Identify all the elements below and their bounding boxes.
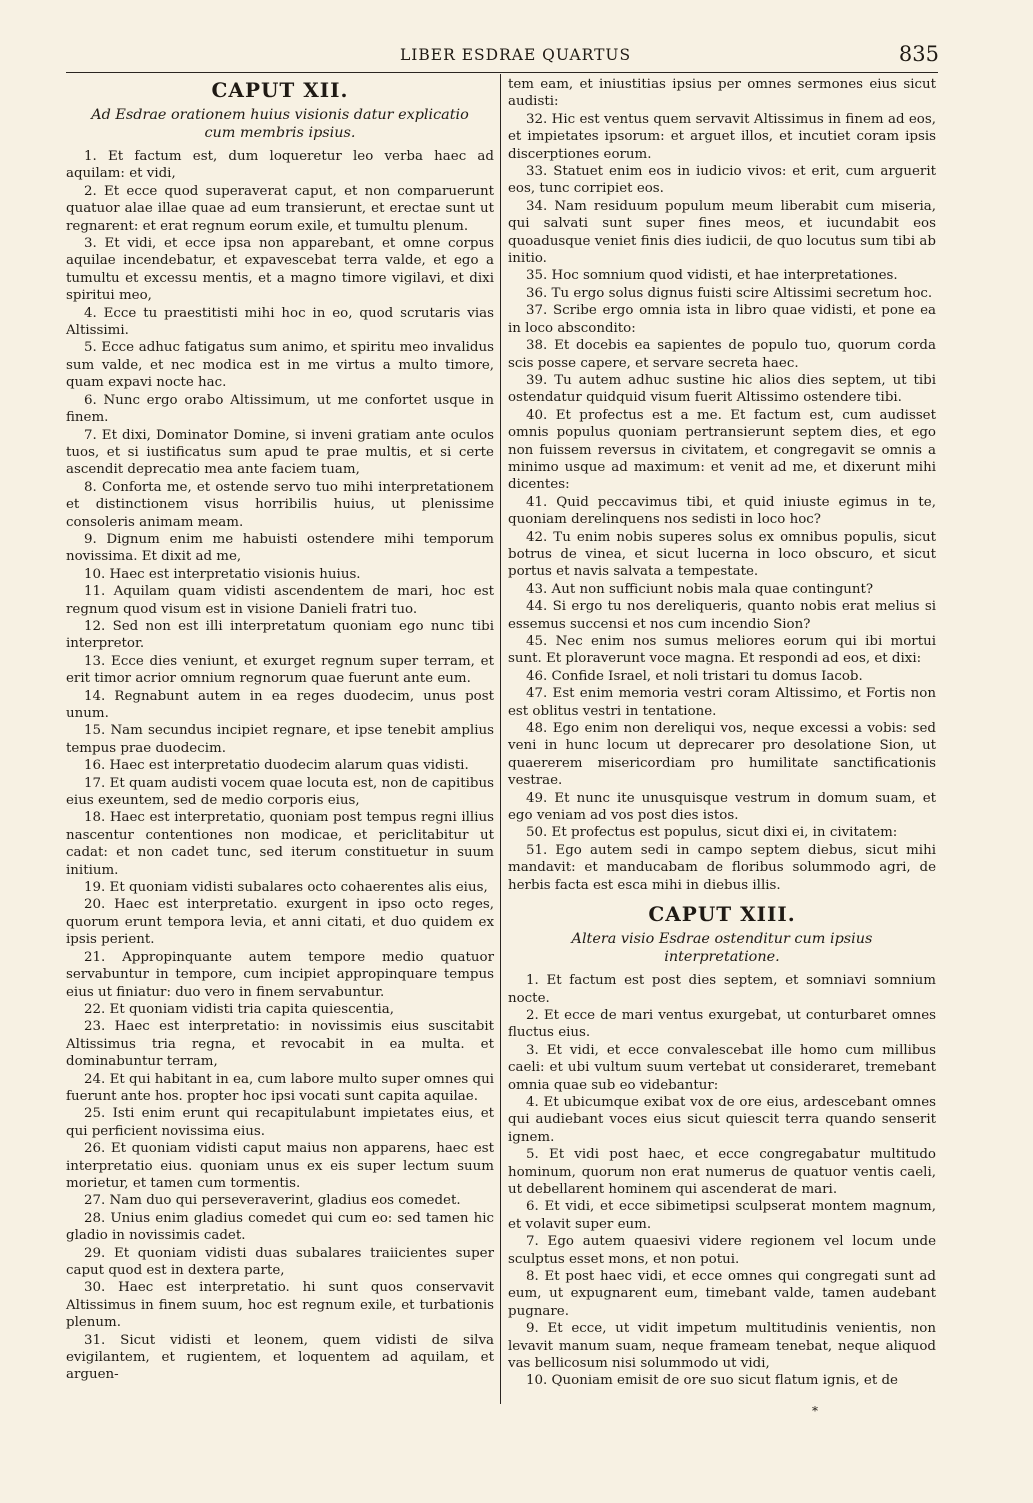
verse: 50. Et profectus est populus, sicut dixi ei, in civitatem: <box>526 825 898 841</box>
verse: 1. Et factum est, dum loqueretur leo verba haec ad aquilam: et vidi, <box>66 149 494 182</box>
right-column <box>508 76 936 1390</box>
verse: 28. Unius enim gladius comedet qui cum eo: sed tamen hic gladio in novissimis cadet. <box>66 1210 494 1244</box>
verse: 5. Et vidi post haec, et ecce congregabatur multitudo hominum, quorum non erat numerus de quatuor ventis caeli, ut debellarent hominem qui ascenderat de mari. <box>508 1147 936 1197</box>
verse: 42. Tu enim nobis superes solus ex omnibus populis, sicut botrus de vinea, et sicut lucerna in loco obscuro, et sicut portus et navis salvata a tempestate. <box>508 529 936 580</box>
verse: 10. Quoniam emisit de ore suo sicut flatum ignis, et de <box>526 1373 898 1389</box>
verse: 33. Statuet enim eos in iudicio vivos: et erit, cum arguerit eos, tunc corripiet eos. <box>508 164 936 197</box>
verse: 4. Ecce tu praestitisti mihi hoc in eo, quod scrutaris vias Altissimi. <box>66 305 494 339</box>
verse: 23. Haec est interpretatio: in novissimis eius suscitabit Altissimus tria regna, et revocabit in ea multa. et dominabuntur terram, <box>66 1019 494 1070</box>
verse: 27. Nam duo qui perseveraverint, gladius eos comedet. <box>84 1193 461 1209</box>
left-column <box>66 76 494 1384</box>
verse: 17. Et quam audisti vocem quae locuta est, non de capitibus eius exeuntem, sed de medio corporis eius, <box>66 775 494 809</box>
verse: 11. Aquilam quam vidisti ascendentem de mari, hoc est regnum quod visum est in visione Danieli fratri tuo. <box>66 584 494 617</box>
verse: 21. Appropinquante autem tempore medio quatuor servabuntur in tempore, cum incipiet appropinquare tempus eius ut finiatur: duo vero in finem servabuntur. <box>66 949 494 1000</box>
verse: 47. Est enim memoria vestri coram Altissimo, et Fortis non est oblitus vestri in tentatione. <box>508 686 936 719</box>
running-head <box>0 42 1033 70</box>
verse: 10. Haec est interpretatio visionis huius. <box>84 566 361 582</box>
verse: 48. Ego enim non dereliqui vos, neque excessi a vobis: sed veni in hunc locum ut deprecarer pro desolatione Sion, ut quaererem misericordiam pro humilitate sanctificationis vestrae. <box>508 721 936 789</box>
verse: 16. Haec est interpretatio duodecim alarum quas vidisti. <box>84 758 469 774</box>
chapter-heading-xiii: CAPUT XIII. <box>648 902 796 927</box>
verse: 43. Aut non sufficiunt nobis mala quae contingunt? <box>526 581 874 597</box>
verse: 4. Et ubicumque exibat vox de ore eius, ardescebant omnes qui audiebant voces eius sicut quiescit terra quando senserit ignem. <box>508 1094 936 1145</box>
chapter-summary-xiii: Altera visio Esdrae ostenditur cum ipsius interpretatione. <box>571 931 873 966</box>
verse: 38. Et docebis ea sapientes de populo tuo, quorum corda scis posse capere, et servare secreta haec. <box>508 338 936 371</box>
verse: 19. Et quoniam vidisti subalares octo cohaerentes alis eius, <box>84 880 488 896</box>
verse: 46. Confide Israel, et noli tristari tu domus Iacob. <box>526 668 863 684</box>
verse-continuation: tem eam, et iniustitias ipsius per omnes sermones eius sicut audisti: <box>508 77 936 110</box>
verse: 35. Hoc somnium quod vidisti, et hae interpretationes. <box>526 268 898 284</box>
verse: 20. Haec est interpretatio. exurgent in ipso octo reges, quorum erunt tempora levia, et anni citati, et duo quidem ex ipsis perient. <box>66 897 494 948</box>
verse: 36. Tu ergo solus dignus fuisti scire Altissimi secretum hoc. <box>526 285 933 301</box>
verse: 5. Ecce adhuc fatigatus sum animo, et spiritu meo invalidus sum valde, et nec modica est in me virtus a multo timore, quam expavi nocte hac. <box>66 340 494 391</box>
running-title: LIBER ESDRAE QUARTUS <box>400 46 632 64</box>
verse: 6. Et vidi, et ecce sibimetipsi sculpserat montem magnum, et volavit super eum. <box>508 1199 936 1232</box>
verse: 15. Nam secundus incipiet regnare, et ipse tenebit amplius tempus prae duodecim. <box>66 723 494 756</box>
chapter-heading-xii: CAPUT XII. <box>211 78 349 102</box>
verse: 9. Dignum enim me habuisti ostendere mihi temporum novissima. Et dixit ad me, <box>66 531 494 565</box>
chapter-summary-xii: Ad Esdrae orationem huius visionis datur explicatio cum membris ipsius. <box>91 107 469 141</box>
verse: 12. Sed non est illi interpretatum quoniam ego nunc tibi interpretor. <box>66 618 494 652</box>
verse: 8. Conforta me, et ostende servo tuo mihi interpretationem et distinctionem visus horribilis huius, ut plenissime consoleris animam meam. <box>66 479 494 530</box>
verse: 2. Et ecce quod superaverat caput, et non comparuerunt quatuor alae illae quae ad eum transierunt, et erectae sunt ut regnarent: et erat regnum eorum exile, et tumultu plenum. <box>66 183 494 234</box>
verse: 13. Ecce dies veniunt, et exurget regnum super terram, et erit timor acrior omnium regnorum quae fuerunt ante eum. <box>66 653 494 687</box>
verse: 49. Et nunc ite unusquisque vestrum in domum suam, et ego veniam ad vos post dies istos. <box>508 790 936 824</box>
verse: 45. Nec enim nos sumus meliores eorum qui ibi mortui sunt. Et ploraverunt voce magna. Et respondi ad eos, et dixi: <box>508 634 936 667</box>
verse: 1. Et factum est post dies septem, et somniavi somnium nocte. <box>508 973 936 1006</box>
verse: 41. Quid peccavimus tibi, et quid iniuste egimus in te, quoniam derelinquens nos sedisti in loco hoc? <box>508 494 936 528</box>
verse: 34. Nam residuum populum meum liberabit cum miseria, qui salvati sunt super fines meos, et iucundabit eos quoadusque veniet finis dies iudicii, de quo locutus sum tibi ab initio. <box>508 198 936 267</box>
verse: 8. Et post haec vidi, et ecce omnes qui congregati sunt ad eum, ut expugnarent eum, timebant valde, tamen audebant pugnare. <box>508 1269 936 1319</box>
verse: 9. Et ecce, ut vidit impetum multitudinis venientis, non levavit manum suam, neque frameam tenebat, neque aliquod vas bellicosum nisi solummodo ut vidi, <box>508 1321 936 1372</box>
verse: 24. Et qui habitant in ea, cum labore multo super omnes qui fuerunt ante hos. propter hoc ipsi vocati sunt capita aquilae. <box>66 1071 494 1104</box>
verse: 31. Sicut vidisti et leonem, quem vidisti de silva evigilantem, et rugientem, et loquentem ad aquilam, et arguen- <box>66 1332 494 1383</box>
verse: 3. Et vidi, et ecce ipsa non apparebant, et omne corpus aquilae incendebatur, et expavescebat terra valde, et ego a tumultu et excessu mentis, et a magno timore vigilavi, et dixi spiritui meo, <box>66 236 494 304</box>
verse-list-xiii <box>508 972 936 1390</box>
verse: 37. Scribe ergo omnia ista in libro quae vidisti, et pone ea in loco abscondito: <box>508 303 936 336</box>
footer-mark: * <box>812 1404 818 1418</box>
verse: 25. Isti enim erunt qui recapitulabunt impietates eius, et qui perficient novissima eius. <box>66 1106 494 1139</box>
verse: 39. Tu autem adhuc sustine hic alios dies septem, ut tibi ostendatur quidquid visum fuerit Altissimo ostendere tibi. <box>508 372 936 406</box>
verse: 7. Ego autem quaesivi videre regionem vel locum unde sculptus esset mons, et non potui. <box>508 1234 936 1267</box>
page-number: 835 <box>898 42 939 66</box>
verse: 30. Haec est interpretatio. hi sunt quos conservavit Altissimus in finem suum, hoc est regnum exile, et turbationis plenum. <box>66 1280 494 1331</box>
verse: 40. Et profectus est a me. Et factum est, cum audisset omnis populus quoniam pertransierunt septem dies, et ego non fuissem reversus in civitatem, et congregavit se omnis a minimo usque ad maximum: et venit ad me, et dixerunt mihi dicentes: <box>508 407 936 493</box>
verse: 2. Et ecce de mari ventus exurgebat, ut conturbaret omnes fluctus eius. <box>508 1007 936 1041</box>
header-rule <box>66 72 938 73</box>
verse: 3. Et vidi, et ecce convalescebat ille homo cum millibus caeli: et ubi vultum suum vertebat ut consideraret, tremebant omnia quae sub eo videbantur: <box>508 1042 936 1093</box>
verse: 51. Ego autem sedi in campo septem diebus, sicut mihi mandavit: et manducabam de floribus solummodo agri, de herbis facta est esca mihi in diebus illis. <box>508 842 936 893</box>
verse: 22. Et quoniam vidisti tria capita quiescentia, <box>84 1001 395 1017</box>
verse: 6. Nunc ergo orabo Altissimum, ut me confortet usque in finem. <box>66 392 494 426</box>
verse: 44. Si ergo tu nos dereliqueris, quanto nobis erat melius si essemus succensi et nos cum incendio Sion? <box>508 599 936 632</box>
verse-list-xii <box>66 148 494 1384</box>
verse: 14. Regnabunt autem in ea reges duodecim, unus post unum. <box>66 688 494 721</box>
verse: 7. Et dixi, Dominator Domine, si inveni gratiam ante oculos tuos, et si iustificatus sum apud te prae multis, et si certe ascendit deprecatio mea ante faciem tuam, <box>66 427 494 478</box>
verse: 32. Hic est ventus quem servavit Altissimus in finem ad eos, et impietates ipsorum: et arguet illos, et incutiet coram ipsis discerptiones eorum. <box>508 111 936 162</box>
verse: 26. Et quoniam vidisti caput maius non apparens, haec est interpretatio eius. quoniam unus ex eis super lectum suum morietur, et tamen cum tormentis. <box>66 1141 494 1191</box>
column-rule <box>500 74 501 1404</box>
verse: 29. Et quoniam vidisti duas subalares traiicientes super caput quod est in dextera parte, <box>66 1245 494 1278</box>
verse-list-xii-end <box>508 111 936 894</box>
verse: 18. Haec est interpretatio, quoniam post tempus regni illius nascentur contentiones non modicae, et periclitabitur ut cadat: et non cadet tunc, sed iterum constituetur in suum initium. <box>66 810 494 878</box>
